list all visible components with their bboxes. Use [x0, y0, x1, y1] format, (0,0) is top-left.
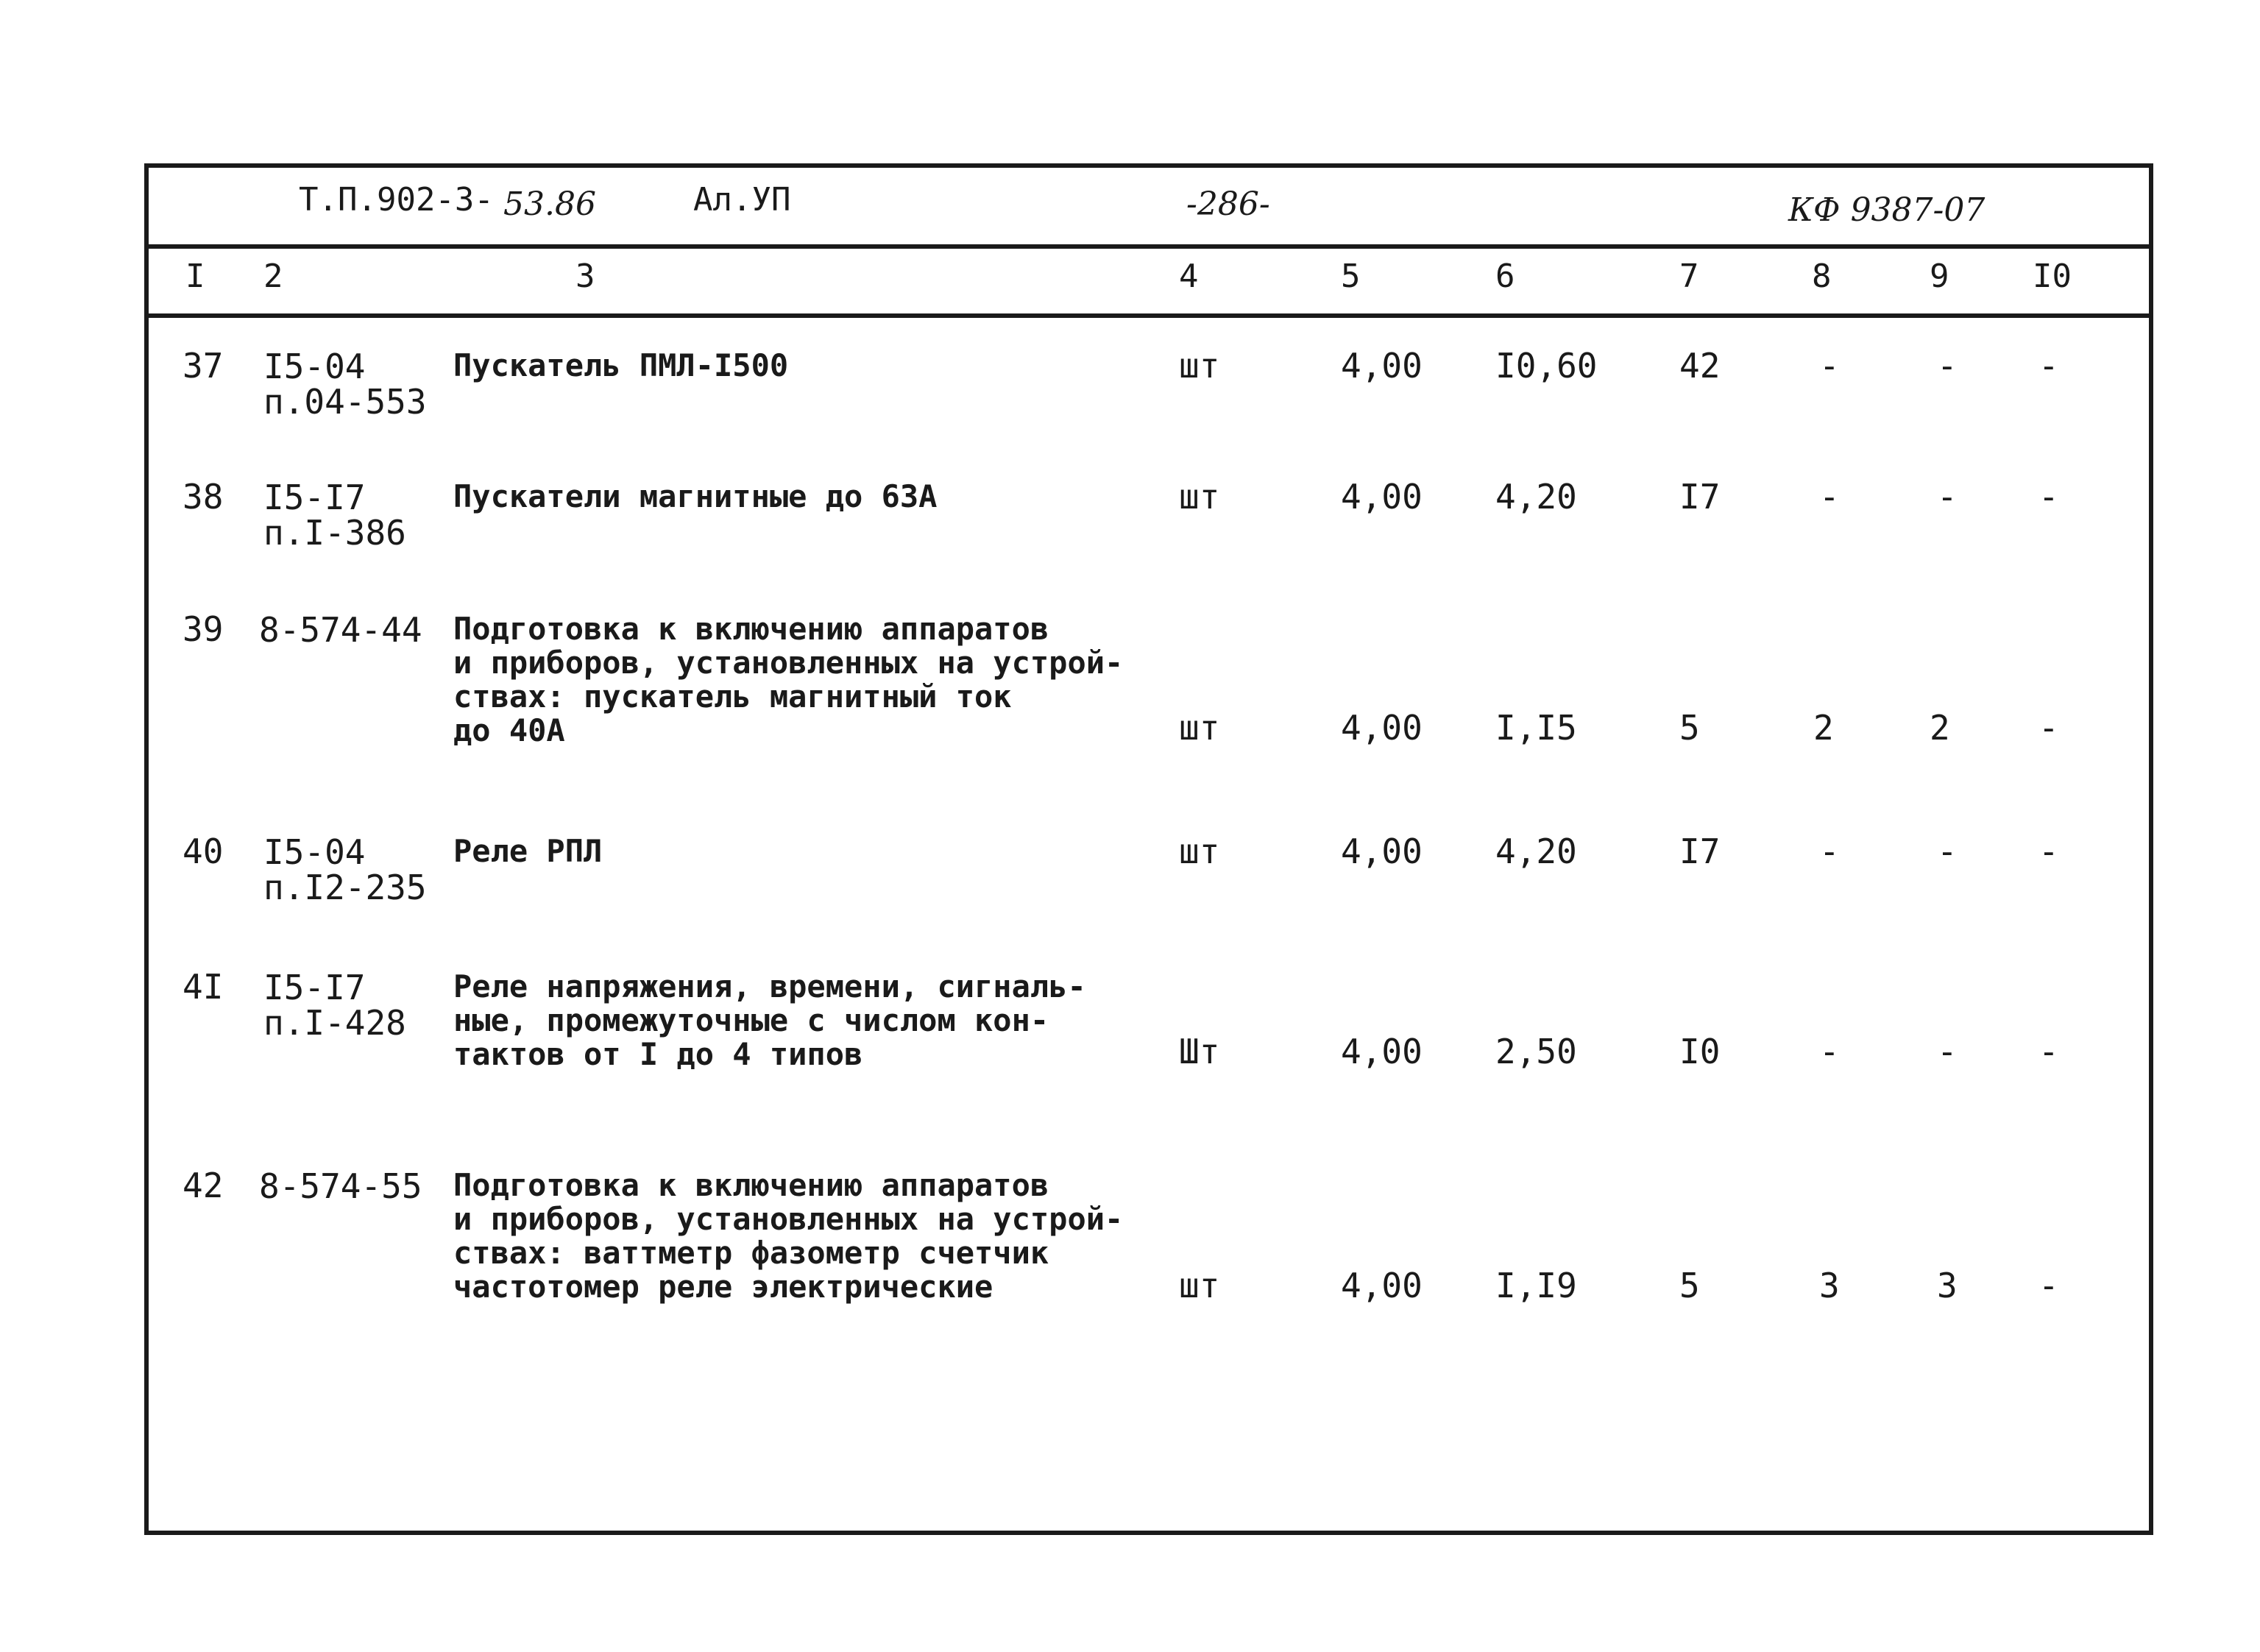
norm-code-line: п.I-386: [263, 513, 406, 553]
norm-code-line: I5-I7: [263, 968, 366, 1007]
unit-cell: Шт: [1179, 1032, 1220, 1071]
col9-cell: -: [1937, 1032, 1958, 1071]
document-sheet: [144, 163, 2153, 1535]
col7-cell: 5: [1679, 1266, 1700, 1305]
col5-cell: 4,00: [1341, 708, 1423, 748]
col6-cell: I0,60: [1495, 346, 1598, 386]
description-line: ствах: пускатель магнитный ток: [453, 678, 1012, 715]
col9-cell: 3: [1937, 1266, 1958, 1305]
norm-code-line: 8-574-44: [259, 610, 422, 650]
col9-cell: -: [1937, 832, 1958, 871]
norm-code-line: п.I-428: [263, 1003, 406, 1043]
column-header-rule: [149, 313, 2149, 318]
column-header: I: [185, 258, 205, 295]
description-line: частотомер реле электрические: [453, 1269, 993, 1305]
col8-cell: -: [1819, 346, 1840, 386]
row-number: 42: [183, 1166, 224, 1205]
doc-ref-printed: Т.П.902-3-: [299, 181, 494, 219]
document-code: КФ 9387-07: [1788, 191, 1986, 229]
col5-cell: 4,00: [1341, 1032, 1423, 1071]
description-line: Подготовка к включению аппаратов: [453, 1167, 1049, 1203]
unit-cell: шт: [1179, 346, 1220, 386]
col5-cell: 4,00: [1341, 477, 1423, 517]
col9-cell: -: [1937, 477, 1958, 517]
col10-cell: -: [2038, 708, 2059, 748]
unit-cell: шт: [1179, 1266, 1220, 1305]
row-number: 4I: [183, 967, 224, 1007]
description-line: ствах: ваттметр фазометр счетчик: [453, 1235, 1049, 1271]
unit-cell: шт: [1179, 708, 1220, 748]
header-rule: [149, 244, 2149, 249]
norm-code-line: 8-574-55: [259, 1166, 422, 1206]
col8-cell: -: [1819, 477, 1840, 517]
col10-cell: -: [2038, 832, 2059, 871]
norm-code-line: I5-04: [263, 347, 366, 386]
col10-cell: -: [2038, 346, 2059, 386]
description-line: и приборов, установленных на устрой-: [453, 645, 1124, 681]
column-header: 7: [1679, 258, 1699, 295]
col6-cell: 4,20: [1495, 477, 1577, 517]
description-line: и приборов, установленных на устрой-: [453, 1201, 1124, 1237]
col8-cell: -: [1819, 1032, 1840, 1071]
column-header: 6: [1495, 258, 1515, 295]
col5-cell: 4,00: [1341, 832, 1423, 871]
col5-cell: 4,00: [1341, 346, 1423, 386]
col5-cell: 4,00: [1341, 1266, 1423, 1305]
unit-cell: шт: [1179, 477, 1220, 517]
col10-cell: -: [2038, 477, 2059, 517]
column-header: 2: [263, 258, 283, 295]
column-header: 8: [1812, 258, 1832, 295]
col10-cell: -: [2038, 1266, 2059, 1305]
description-line: до 40А: [453, 712, 565, 748]
description-line: Реле РПЛ: [453, 833, 603, 869]
col6-cell: I,I5: [1495, 708, 1577, 748]
column-header: 5: [1341, 258, 1361, 295]
norm-code-line: п.04-553: [263, 382, 427, 422]
description-line: тактов от I до 4 типов: [453, 1036, 863, 1072]
doc-ref-handwritten: 53.86: [503, 185, 596, 223]
row-number: 38: [183, 477, 224, 517]
column-header: 9: [1930, 258, 1949, 295]
row-number: 39: [183, 609, 224, 649]
col8-cell: 3: [1819, 1266, 1840, 1305]
col8-cell: 2: [1813, 708, 1834, 748]
norm-code-line: I5-I7: [263, 478, 366, 517]
row-number: 37: [183, 346, 224, 386]
column-header: I0: [2033, 258, 2072, 295]
col9-cell: -: [1937, 346, 1958, 386]
description-line: ные, промежуточные с числом кон-: [453, 1002, 1049, 1038]
col7-cell: 5: [1679, 708, 1700, 748]
page-number: -286-: [1186, 185, 1270, 223]
column-header: 4: [1179, 258, 1199, 295]
row-number: 40: [183, 832, 224, 871]
col10-cell: -: [2038, 1032, 2059, 1071]
description-line: Пускатели магнитные до 63А: [453, 478, 938, 514]
album-label: Ал.УП: [693, 181, 791, 219]
col6-cell: 4,20: [1495, 832, 1577, 871]
col7-cell: I7: [1679, 477, 1721, 517]
column-header: 3: [575, 258, 595, 295]
col6-cell: I,I9: [1495, 1266, 1577, 1305]
description-line: Подготовка к включению аппаратов: [453, 611, 1049, 647]
norm-code-line: п.I2-235: [263, 868, 427, 907]
description-line: Пускатель ПМЛ-I500: [453, 347, 789, 383]
col9-cell: 2: [1930, 708, 1950, 748]
col6-cell: 2,50: [1495, 1032, 1577, 1071]
description-line: Реле напряжения, времени, сигналь-: [453, 968, 1086, 1004]
col7-cell: 42: [1679, 346, 1721, 386]
norm-code-line: I5-04: [263, 832, 366, 872]
col8-cell: -: [1819, 832, 1840, 871]
col7-cell: I0: [1679, 1032, 1721, 1071]
col7-cell: I7: [1679, 832, 1721, 871]
unit-cell: шт: [1179, 832, 1220, 871]
